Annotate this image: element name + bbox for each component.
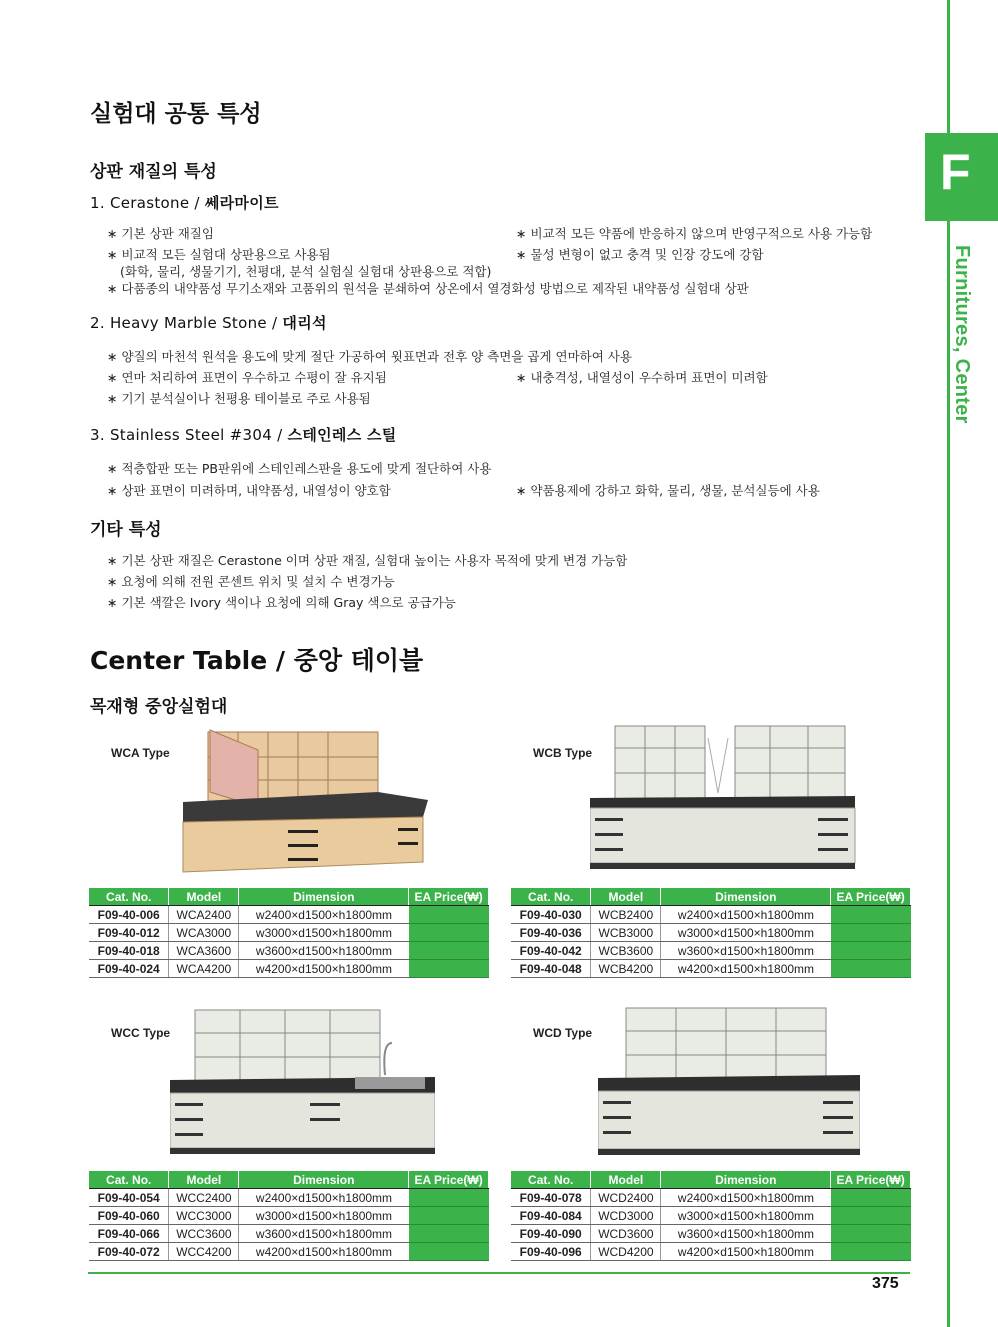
table-cell: F09-40-054 xyxy=(89,1189,169,1207)
bullet: ∗ 비교적 모든 실험대 상판용으로 사용됨 xyxy=(107,247,331,262)
col-header-price: EA Price(₩) xyxy=(409,1171,489,1189)
table-cell: WCB2400 xyxy=(591,906,661,924)
table-cell: w4200×d1500×h1800mm xyxy=(239,960,409,978)
bullet: ∗ 약품용제에 강하고 화학, 물리, 생물, 분석실등에 사용 xyxy=(516,483,820,498)
price-cell xyxy=(831,924,911,942)
table-cell: F09-40-036 xyxy=(511,924,591,942)
subheading-wood-center-table: 목재형 중앙실험대 xyxy=(90,697,228,717)
table-cell: F09-40-066 xyxy=(89,1225,169,1243)
table-cell: F09-40-078 xyxy=(511,1189,591,1207)
table-cell: w2400×d1500×h1800mm xyxy=(661,906,831,924)
product-type-label: WCA Type xyxy=(111,746,170,760)
table-cell: F09-40-060 xyxy=(89,1207,169,1225)
table-cell: WCA3000 xyxy=(169,924,239,942)
table-row xyxy=(89,960,489,978)
bullet: ∗ 내충격성, 내열성이 우수하며 표면이 미려함 xyxy=(516,370,768,385)
table-cell: WCA2400 xyxy=(169,906,239,924)
table-cell: F09-40-072 xyxy=(89,1243,169,1261)
price-cell xyxy=(409,960,489,978)
page-title: 실험대 공통 특성 xyxy=(90,101,262,127)
bullet: ∗ 기본 상판 재질임 xyxy=(107,226,214,241)
col-header-cat-no: Cat. No. xyxy=(89,1171,169,1189)
product-type-label: WCB Type xyxy=(533,746,593,760)
product-type-label: WCC Type xyxy=(111,1026,171,1040)
price-cell xyxy=(831,960,911,978)
wcc-spec-table xyxy=(89,1171,489,1261)
table-cell: WCC3600 xyxy=(169,1225,239,1243)
table-cell: w3600×d1500×h1800mm xyxy=(661,1225,831,1243)
table-row xyxy=(89,942,489,960)
price-cell xyxy=(409,1225,489,1243)
section-side-label: Furnitures, Center xyxy=(951,245,973,424)
table-cell: F09-40-018 xyxy=(89,942,169,960)
bullet: ∗ 요청에 의해 전원 콘센트 위치 및 설치 수 변경가능 xyxy=(107,574,395,589)
price-cell xyxy=(831,1207,911,1225)
table-cell: WCD4200 xyxy=(591,1243,661,1261)
table-cell: w3000×d1500×h1800mm xyxy=(239,1207,409,1225)
wcb-table-photo xyxy=(590,718,860,878)
table-cell: WCD2400 xyxy=(591,1189,661,1207)
bullet: ∗ 연마 처리하여 표면이 우수하고 수평이 잘 유지됨 xyxy=(107,370,387,385)
table-cell: w4200×d1500×h1800mm xyxy=(661,1243,831,1261)
table-row xyxy=(511,1207,911,1225)
table-cell: WCD3600 xyxy=(591,1225,661,1243)
wcd-spec-table xyxy=(511,1171,911,1261)
table-cell: F09-40-012 xyxy=(89,924,169,942)
price-cell xyxy=(831,942,911,960)
page-number: 375 xyxy=(872,1275,899,1292)
col-header-dimension: Dimension xyxy=(239,888,409,906)
table-cell: w3600×d1500×h1800mm xyxy=(239,1225,409,1243)
col-header-cat-no: Cat. No. xyxy=(511,888,591,906)
bullet: ∗ 기본 색깔은 Ivory 색이나 요청에 의해 Gray 색으로 공급가능 xyxy=(107,595,456,610)
bullet: ∗ 비교적 모든 약품에 반응하지 않으며 반영구적으로 사용 가능함 xyxy=(516,226,873,241)
col-header-dimension: Dimension xyxy=(239,1171,409,1189)
price-cell xyxy=(409,906,489,924)
table-cell: F09-40-042 xyxy=(511,942,591,960)
table-cell: F09-40-096 xyxy=(511,1243,591,1261)
price-cell xyxy=(409,1207,489,1225)
price-cell xyxy=(831,1189,911,1207)
bullet: ∗ 기본 상판 재질은 Cerastone 이며 상판 재질, 실험대 높이는 사용자 목적에 맞게 변경 가능함 xyxy=(107,553,628,568)
col-header-model: Model xyxy=(169,888,239,906)
col-header-price: EA Price(₩) xyxy=(831,1171,911,1189)
bullet: ∗ 물성 변형이 없고 충격 및 인장 강도에 강함 xyxy=(516,247,764,262)
col-header-model: Model xyxy=(591,888,661,906)
col-header-cat-no: Cat. No. xyxy=(511,1171,591,1189)
table-row xyxy=(511,924,911,942)
section-tab-letter: F xyxy=(940,144,971,200)
table-cell: F09-40-024 xyxy=(89,960,169,978)
table-cell: F09-40-030 xyxy=(511,906,591,924)
bullet: ∗ 다품종의 내약품성 무기소재와 고품위의 원석을 분쇄하여 상온에서 열경화성 방법으로 제작된 내약품성 실험대 상판 xyxy=(107,281,749,296)
table-row xyxy=(511,906,911,924)
table-cell: w3600×d1500×h1800mm xyxy=(239,942,409,960)
section-title: Center Table / 중앙 테이블 xyxy=(90,646,424,675)
table-cell: F09-40-090 xyxy=(511,1225,591,1243)
table-row xyxy=(511,1189,911,1207)
table-row xyxy=(89,1225,489,1243)
table-cell: WCC3000 xyxy=(169,1207,239,1225)
table-cell: w2400×d1500×h1800mm xyxy=(239,1189,409,1207)
col-header-price: EA Price(₩) xyxy=(409,888,489,906)
wcd-table-photo xyxy=(598,1003,860,1165)
table-row xyxy=(89,1189,489,1207)
bullet: ∗ 적층합판 또는 PB판위에 스테인레스판을 용도에 맞게 절단하여 사용 xyxy=(107,461,492,476)
material-heading-steel: 3. Stainless Steel #304 / 스테인레스 스틸 xyxy=(90,426,397,444)
table-cell: w3000×d1500×h1800mm xyxy=(661,1207,831,1225)
wca-spec-table xyxy=(89,888,489,978)
footer-rule xyxy=(88,1272,910,1274)
col-header-price: EA Price(₩) xyxy=(831,888,911,906)
table-cell: WCA4200 xyxy=(169,960,239,978)
col-header-dimension: Dimension xyxy=(661,1171,831,1189)
table-cell: w2400×d1500×h1800mm xyxy=(239,906,409,924)
table-cell: F09-40-048 xyxy=(511,960,591,978)
table-cell: F09-40-084 xyxy=(511,1207,591,1225)
material-heading-marble: 2. Heavy Marble Stone / 대리석 xyxy=(90,314,327,332)
price-cell xyxy=(409,1189,489,1207)
table-cell: w4200×d1500×h1800mm xyxy=(239,1243,409,1261)
table-row xyxy=(89,924,489,942)
col-header-model: Model xyxy=(591,1171,661,1189)
table-cell: w3000×d1500×h1800mm xyxy=(661,924,831,942)
table-cell: w3600×d1500×h1800mm xyxy=(661,942,831,960)
table-cell: WCB3000 xyxy=(591,924,661,942)
price-cell xyxy=(831,1225,911,1243)
col-header-model: Model xyxy=(169,1171,239,1189)
price-cell xyxy=(409,942,489,960)
product-type-label: WCD Type xyxy=(533,1026,593,1040)
wca-table-photo xyxy=(178,722,440,877)
col-header-cat-no: Cat. No. xyxy=(89,888,169,906)
table-cell: w3000×d1500×h1800mm xyxy=(239,924,409,942)
table-row xyxy=(89,906,489,924)
table-cell: WCD3000 xyxy=(591,1207,661,1225)
subheading-top-material: 상판 재질의 특성 xyxy=(90,162,217,182)
col-header-dimension: Dimension xyxy=(661,888,831,906)
table-row xyxy=(511,1225,911,1243)
table-cell: WCB3600 xyxy=(591,942,661,960)
wcb-spec-table xyxy=(511,888,911,978)
table-row xyxy=(89,1243,489,1261)
price-cell xyxy=(409,1243,489,1261)
wcc-table-photo xyxy=(170,1005,435,1165)
subheading-other: 기타 특성 xyxy=(90,520,162,540)
price-cell xyxy=(409,924,489,942)
table-row xyxy=(511,942,911,960)
table-cell: WCA3600 xyxy=(169,942,239,960)
table-row xyxy=(89,1207,489,1225)
table-cell: WCB4200 xyxy=(591,960,661,978)
bullet: ∗ 기기 분석실이나 천평용 테이블로 주로 사용됨 xyxy=(107,391,371,406)
bullet: ∗ 양질의 마천석 원석을 용도에 맞게 절단 가공하여 윗표면과 전후 양 측면을 곱게 연마하여 사용 xyxy=(107,349,632,364)
bullet-note: (화학, 물리, 생물기기, 천평대, 분석 실험실 실험대 상판용으로 적합) xyxy=(120,264,492,279)
table-cell: WCC4200 xyxy=(169,1243,239,1261)
table-cell: w4200×d1500×h1800mm xyxy=(661,960,831,978)
table-row xyxy=(511,1243,911,1261)
price-cell xyxy=(831,1243,911,1261)
table-cell: WCC2400 xyxy=(169,1189,239,1207)
table-cell: w2400×d1500×h1800mm xyxy=(661,1189,831,1207)
price-cell xyxy=(831,906,911,924)
table-cell: F09-40-006 xyxy=(89,906,169,924)
table-row xyxy=(511,960,911,978)
bullet: ∗ 상판 표면이 미려하며, 내약품성, 내열성이 양호함 xyxy=(107,483,391,498)
material-heading-cerastone: 1. Cerastone / 쎄라마이트 xyxy=(90,194,279,212)
